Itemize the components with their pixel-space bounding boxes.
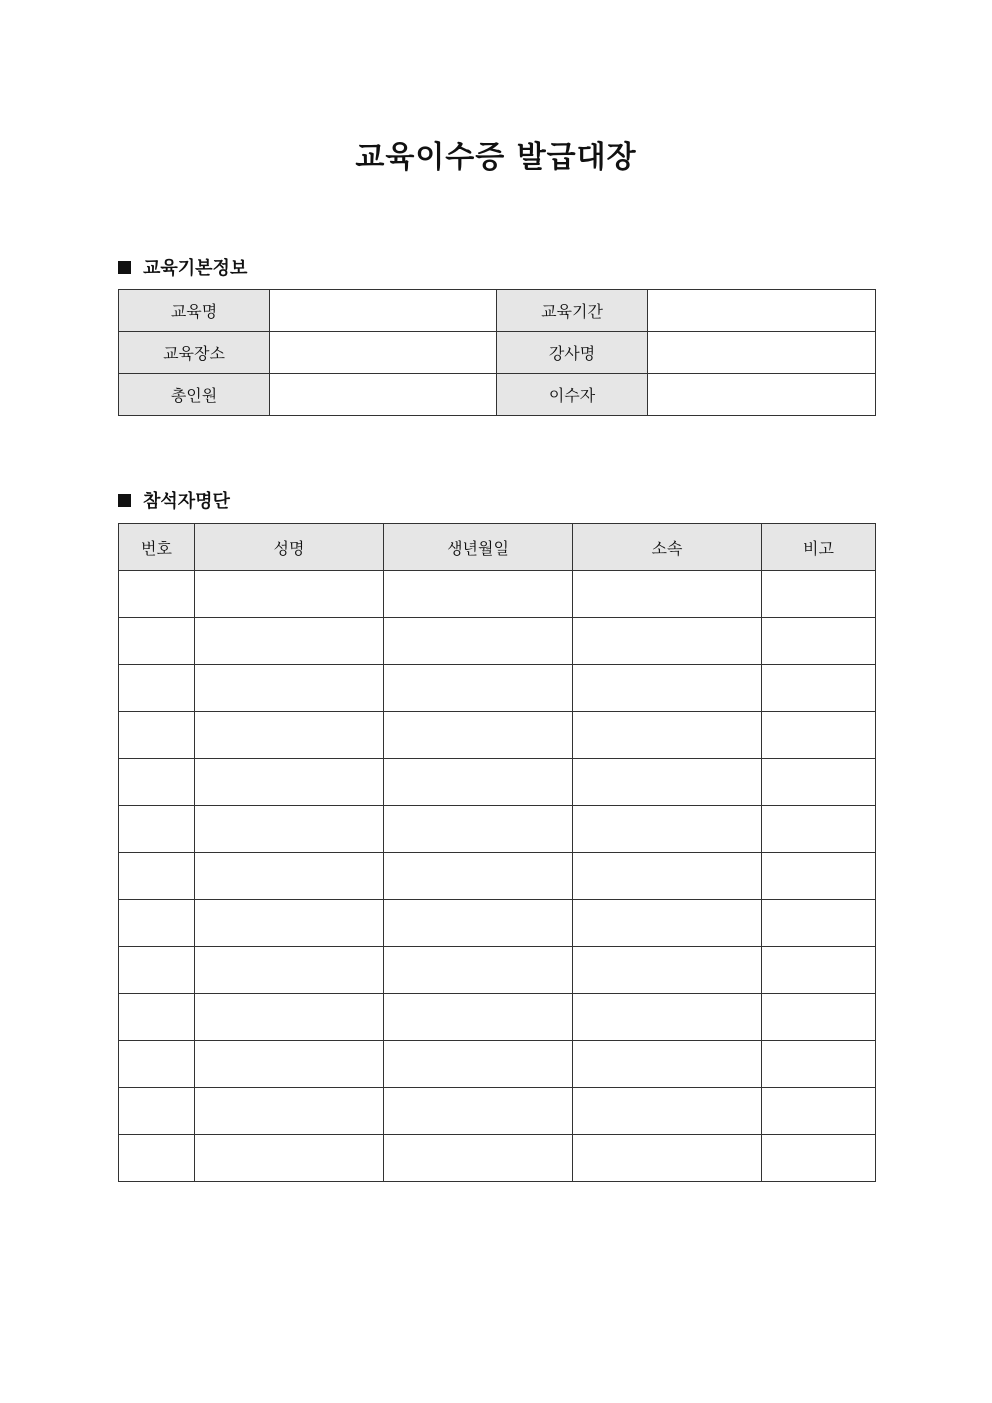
- attendee-roster-table: [118, 523, 876, 1182]
- number-cell[interactable]: [119, 900, 195, 947]
- basic-info-row: [119, 374, 876, 416]
- table-row: [119, 712, 876, 759]
- remarks-cell[interactable]: [762, 853, 876, 900]
- column-header-name: 성명: [195, 524, 384, 571]
- number-cell[interactable]: [119, 571, 195, 618]
- number-cell[interactable]: [119, 853, 195, 900]
- column-header-number: 번호: [119, 524, 195, 571]
- name-cell[interactable]: [195, 806, 384, 853]
- name-cell[interactable]: [195, 853, 384, 900]
- instructor-field[interactable]: [648, 332, 876, 374]
- remarks-cell[interactable]: [762, 618, 876, 665]
- table-row: [119, 665, 876, 712]
- name-cell[interactable]: [195, 1088, 384, 1135]
- affiliation-cell[interactable]: [573, 994, 762, 1041]
- table-row: [119, 571, 876, 618]
- label-course-name: 교육명: [119, 290, 270, 332]
- basic-info-table: [118, 289, 876, 416]
- remarks-cell[interactable]: [762, 994, 876, 1041]
- affiliation-cell[interactable]: [573, 900, 762, 947]
- column-header-affiliation: 소속: [573, 524, 762, 571]
- name-cell[interactable]: [195, 1041, 384, 1088]
- birthdate-cell[interactable]: [384, 1088, 573, 1135]
- roster-header-row: [119, 524, 876, 571]
- roster-heading: [118, 487, 230, 513]
- remarks-cell[interactable]: [762, 759, 876, 806]
- table-row: [119, 618, 876, 665]
- label-total-attendees: 총인원: [119, 374, 270, 416]
- name-cell[interactable]: [195, 571, 384, 618]
- affiliation-cell[interactable]: [573, 759, 762, 806]
- birthdate-cell[interactable]: [384, 947, 573, 994]
- completers-field[interactable]: [648, 374, 876, 416]
- page-title: 교육이수증 발급대장: [355, 140, 637, 175]
- total-attendees-field[interactable]: [270, 374, 497, 416]
- basic-info-heading: [118, 254, 247, 280]
- birthdate-cell[interactable]: [384, 618, 573, 665]
- basic-info-row: [119, 290, 876, 332]
- number-cell[interactable]: [119, 712, 195, 759]
- birthdate-cell[interactable]: [384, 665, 573, 712]
- name-cell[interactable]: [195, 665, 384, 712]
- square-bullet-icon: [118, 261, 131, 274]
- affiliation-cell[interactable]: [573, 618, 762, 665]
- number-cell[interactable]: [119, 1041, 195, 1088]
- table-row: [119, 806, 876, 853]
- birthdate-cell[interactable]: [384, 712, 573, 759]
- name-cell[interactable]: [195, 618, 384, 665]
- birthdate-cell[interactable]: [384, 571, 573, 618]
- number-cell[interactable]: [119, 806, 195, 853]
- affiliation-cell[interactable]: [573, 1088, 762, 1135]
- table-row: [119, 1041, 876, 1088]
- basic-info-heading-text: 교육기본정보: [143, 258, 248, 279]
- table-row: [119, 759, 876, 806]
- table-row: [119, 900, 876, 947]
- number-cell[interactable]: [119, 618, 195, 665]
- affiliation-cell[interactable]: [573, 712, 762, 759]
- column-header-remarks: 비고: [762, 524, 876, 571]
- table-row: [119, 853, 876, 900]
- remarks-cell[interactable]: [762, 1088, 876, 1135]
- name-cell[interactable]: [195, 712, 384, 759]
- number-cell[interactable]: [119, 665, 195, 712]
- number-cell[interactable]: [119, 1135, 195, 1182]
- label-course-period: 교육기간: [497, 290, 648, 332]
- label-completers: 이수자: [497, 374, 648, 416]
- remarks-cell[interactable]: [762, 900, 876, 947]
- number-cell[interactable]: [119, 947, 195, 994]
- remarks-cell[interactable]: [762, 806, 876, 853]
- remarks-cell[interactable]: [762, 712, 876, 759]
- affiliation-cell[interactable]: [573, 947, 762, 994]
- affiliation-cell[interactable]: [573, 1135, 762, 1182]
- birthdate-cell[interactable]: [384, 1135, 573, 1182]
- basic-info-row: [119, 332, 876, 374]
- number-cell[interactable]: [119, 1088, 195, 1135]
- affiliation-cell[interactable]: [573, 571, 762, 618]
- name-cell[interactable]: [195, 900, 384, 947]
- birthdate-cell[interactable]: [384, 994, 573, 1041]
- remarks-cell[interactable]: [762, 665, 876, 712]
- affiliation-cell[interactable]: [573, 665, 762, 712]
- name-cell[interactable]: [195, 947, 384, 994]
- table-row: [119, 994, 876, 1041]
- table-row: [119, 947, 876, 994]
- roster-body: [119, 571, 876, 1182]
- course-name-field[interactable]: [270, 290, 497, 332]
- remarks-cell[interactable]: [762, 1041, 876, 1088]
- birthdate-cell[interactable]: [384, 900, 573, 947]
- label-instructor: 강사명: [497, 332, 648, 374]
- name-cell[interactable]: [195, 994, 384, 1041]
- birthdate-cell[interactable]: [384, 806, 573, 853]
- course-period-field[interactable]: [648, 290, 876, 332]
- number-cell[interactable]: [119, 759, 195, 806]
- birthdate-cell[interactable]: [384, 1041, 573, 1088]
- remarks-cell[interactable]: [762, 1135, 876, 1182]
- number-cell[interactable]: [119, 994, 195, 1041]
- table-row: [119, 1088, 876, 1135]
- column-header-birthdate: 생년월일: [384, 524, 573, 571]
- remarks-cell[interactable]: [762, 947, 876, 994]
- course-location-field[interactable]: [270, 332, 497, 374]
- square-bullet-icon: [118, 494, 131, 507]
- roster-heading-text: 참석자명단: [143, 491, 230, 512]
- affiliation-cell[interactable]: [573, 806, 762, 853]
- affiliation-cell[interactable]: [573, 1041, 762, 1088]
- name-cell[interactable]: [195, 1135, 384, 1182]
- remarks-cell[interactable]: [762, 571, 876, 618]
- birthdate-cell[interactable]: [384, 853, 573, 900]
- birthdate-cell[interactable]: [384, 759, 573, 806]
- label-course-location: 교육장소: [119, 332, 270, 374]
- table-row: [119, 1135, 876, 1182]
- affiliation-cell[interactable]: [573, 853, 762, 900]
- name-cell[interactable]: [195, 759, 384, 806]
